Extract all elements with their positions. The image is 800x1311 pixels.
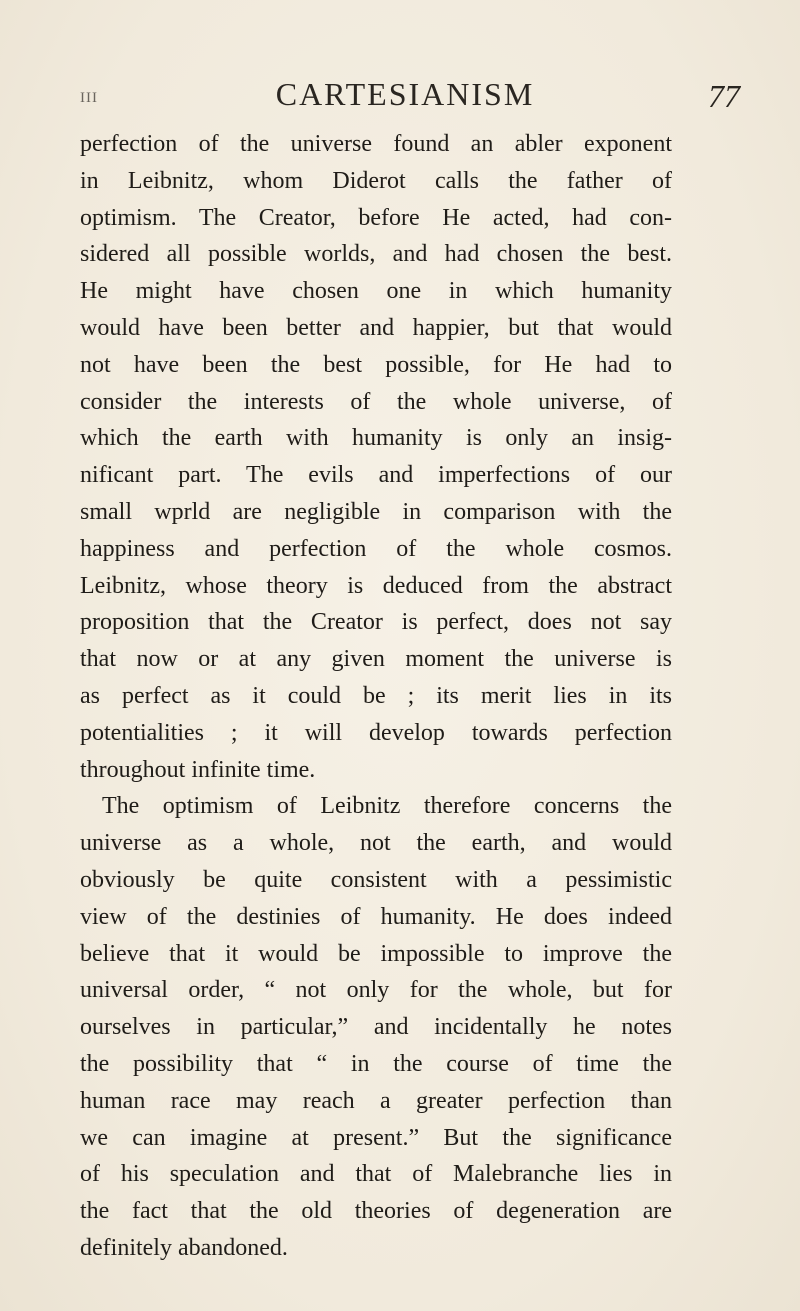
text-line: consider the interests of the whole universe, of xyxy=(80,388,672,415)
text-line: human race may reach a greater perfection than xyxy=(80,1087,672,1114)
text-line: optimism. The Creator, before He acted, had con- xyxy=(80,204,672,231)
text-line: not have been the best possible, for He had to xyxy=(80,351,672,378)
paragraph-last-line: definitely abandoned. xyxy=(80,1234,288,1261)
text-line: Leibnitz, whose theory is deduced from the abstract xyxy=(80,572,672,599)
text-line: obviously be quite consistent with a pessimistic xyxy=(80,866,672,893)
text-line: nificant part. The evils and imperfections of our xyxy=(80,462,672,489)
paragraph-first-line: The optimism of Leibnitz therefore concerns the xyxy=(102,793,672,820)
text-line: universe as a whole, not the earth, and would xyxy=(80,830,672,857)
text-line: small wprld are negligible in comparison with the xyxy=(80,498,672,525)
text-line: in Leibnitz, whom Diderot calls the father of xyxy=(80,167,672,194)
text-line: perfection of the universe found an abler exponent xyxy=(80,131,672,157)
text-line: as perfect as it could be ; its merit lies in its xyxy=(80,682,672,709)
running-title: CARTESIANISM xyxy=(275,76,535,112)
body-text xyxy=(80,126,672,1267)
text-line: that now or at any given moment the universe is xyxy=(80,646,672,673)
text-line: ourselves in particular,” and incidentally he notes xyxy=(80,1014,672,1041)
text-line: believe that it would be impossible to improve the xyxy=(80,940,672,967)
text-line: proposition that the Creator is perfect, does not say xyxy=(80,609,672,636)
text-line: He might have chosen one in which humanity xyxy=(80,278,672,305)
text-line: view of the destinies of humanity. He does indeed xyxy=(80,903,672,930)
running-head xyxy=(70,76,740,120)
text-line: sidered all possible worlds, and had chosen the best. xyxy=(80,241,672,268)
paragraph-last-line: throughout infinite time. xyxy=(80,756,316,783)
text-line: potentialities ; it will develop towards perfection xyxy=(80,719,672,746)
text-line: the possibility that “ in the course of time the xyxy=(80,1050,672,1077)
page-number: 77 xyxy=(708,78,740,114)
text-line: universal order, “ not only for the whole, but for xyxy=(80,977,672,1004)
section-number: III xyxy=(80,90,98,106)
text-line: of his speculation and that of Malebranche lies in xyxy=(80,1161,672,1188)
text-line: we can imagine at present.” But the significance xyxy=(80,1124,672,1151)
text-line: the fact that the old theories of degeneration are xyxy=(80,1198,672,1225)
text-line: would have been better and happier, but that would xyxy=(80,314,672,341)
text-line: which the earth with humanity is only an insig- xyxy=(80,425,672,452)
text-line: happiness and perfection of the whole cosmos. xyxy=(80,535,672,562)
